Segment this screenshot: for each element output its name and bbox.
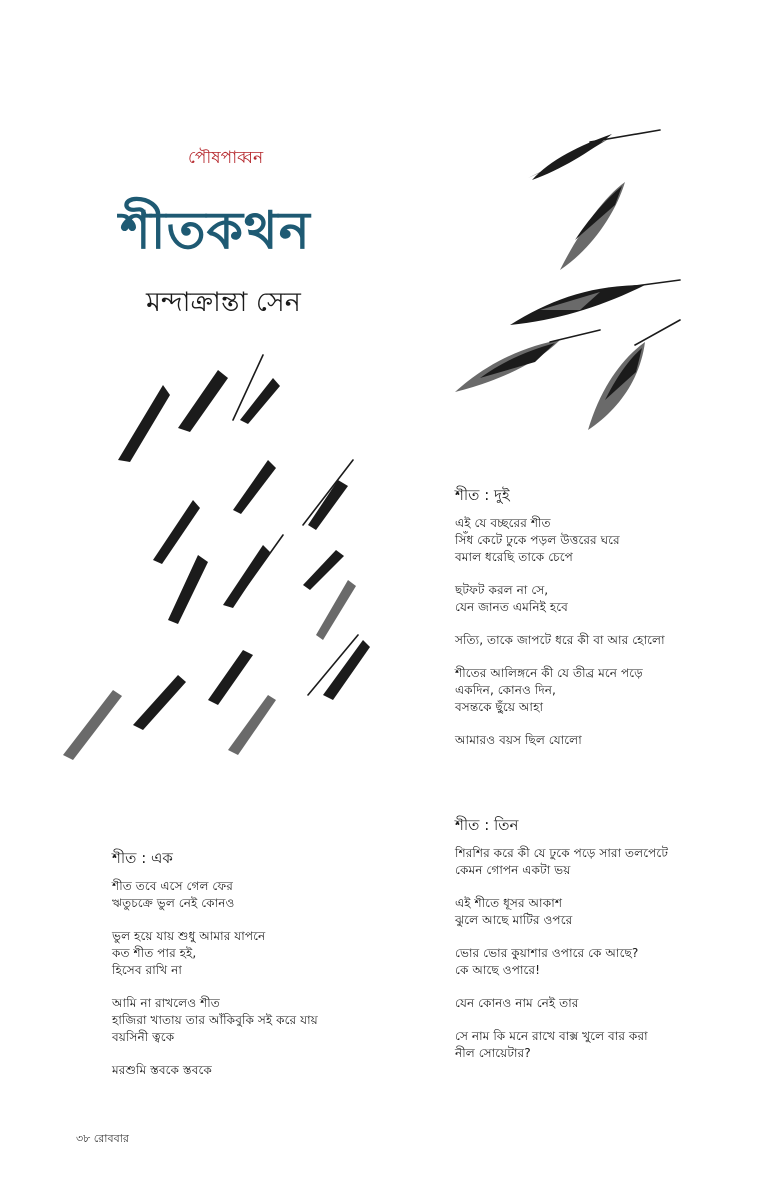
- stanza: [455, 632, 665, 649]
- page-folio: ৩৮ রোববার: [76, 1132, 129, 1145]
- brush-leaf-2: [560, 182, 625, 270]
- brush-leaf-1: [528, 130, 660, 180]
- poem-line: ভোর ভোর কুয়াশার ওপারে কে আছে?: [455, 946, 639, 960]
- poem-line: বয়সিনী ত্বকে: [112, 1030, 175, 1044]
- stanza: [455, 1028, 668, 1062]
- page-title: শীতকথন: [120, 201, 311, 261]
- poem-line: হাজিরা খাতায় তার আঁকিবুকি সই করে যায়: [112, 1013, 318, 1027]
- poem-line: সত্যি, তাকে জাপটে ধরে কী বা আর হোলো: [455, 633, 665, 647]
- poem-line: শিরশির করে কী যে ঢুকে পড়ে সারা তলপেটে: [455, 846, 668, 860]
- brush-illustration-left: [58, 350, 378, 770]
- stanza: [455, 732, 665, 749]
- stanza: [455, 582, 665, 616]
- brush-stroke-row-1: [118, 355, 280, 462]
- stanza: [112, 928, 318, 979]
- stanza: [455, 845, 668, 879]
- poem-line: সিঁধ কেটে ঢুকে পড়ল উত্তরের ঘরে: [455, 533, 620, 547]
- poem-line: এই শীতে ধূসর আকাশ: [455, 896, 563, 910]
- brush-stroke-row-3: [168, 535, 356, 640]
- brush-stroke-row-5: [63, 675, 276, 760]
- poem-line: নীল সোয়েটার?: [455, 1046, 531, 1060]
- stanza: [112, 995, 318, 1046]
- poem-heading: শীত : এক: [112, 849, 173, 867]
- poem-line: বমাল ধরেছি তাকে চেপে: [455, 550, 573, 564]
- poem-line: কে আছে ওপারে!: [455, 963, 540, 977]
- poem-line: মরশুমি স্তবকে স্তবকে: [112, 1063, 212, 1077]
- poem-line: আমারও বয়স ছিল যোলো: [455, 733, 582, 747]
- poem-line: ঋতুচক্রে ভুল নেই কোনও: [112, 896, 235, 910]
- brush-illustration-top-right: [440, 120, 700, 440]
- poem-line: যেন জানত এমনিই হবে: [455, 600, 568, 614]
- poem-line: বসন্তকে ছুঁয়ে আহা: [455, 700, 544, 714]
- poem-line: ছটফট করল না সে,: [455, 583, 549, 597]
- brush-stroke-row-4: [208, 635, 370, 705]
- stanza: [455, 515, 665, 566]
- poem-two: [455, 485, 665, 765]
- brush-leaf-3: [510, 280, 680, 325]
- poem-line: আমি না রাখলেও শীত: [112, 996, 220, 1010]
- author-name: মন্দাক্রান্তা সেন: [146, 287, 301, 318]
- section-label: পৌষপাব্বন: [188, 148, 264, 168]
- poem-line: শীত তবে এসে গেল ফের: [112, 879, 233, 893]
- stanza: [455, 665, 665, 716]
- poem-line: ভুল হয়ে যায় শুধু আমার যাপনে: [112, 929, 266, 943]
- stanza: [112, 1062, 318, 1079]
- poem-line: কত শীত পার হই,: [112, 946, 197, 960]
- poem-line: এই যে বচ্ছরের শীত: [455, 516, 551, 530]
- stanza: [455, 895, 668, 929]
- poem-one: [112, 848, 318, 1095]
- stanza: [455, 995, 668, 1012]
- poem-line: একদিন, কোনও দিন,: [455, 683, 556, 697]
- poem-line: সে নাম কি মনে রাখে বাক্স খুলে বার করা: [455, 1029, 648, 1043]
- poem-heading: শীত : দুই: [455, 486, 510, 504]
- poem-line: যেন কোনও নাম নেই তার: [455, 996, 579, 1010]
- stanza: [455, 945, 668, 979]
- poem-line: ঝুলে আছে মাটির ওপরে: [455, 913, 573, 927]
- poem-line: কেমন গোপন একটা ভয়: [455, 863, 571, 877]
- poem-heading: শীত : তিন: [455, 816, 519, 834]
- poem-three: [455, 815, 668, 1078]
- brush-leaf-4: [455, 330, 600, 392]
- poem-line: হিসেব রাখি না: [112, 963, 182, 977]
- stanza: [112, 878, 318, 912]
- brush-stroke-row-2: [153, 460, 353, 564]
- brush-leaf-5: [588, 320, 680, 430]
- poem-line: শীতের আলিঙ্গনে কী যে তীব্র মনে পড়ে: [455, 666, 643, 680]
